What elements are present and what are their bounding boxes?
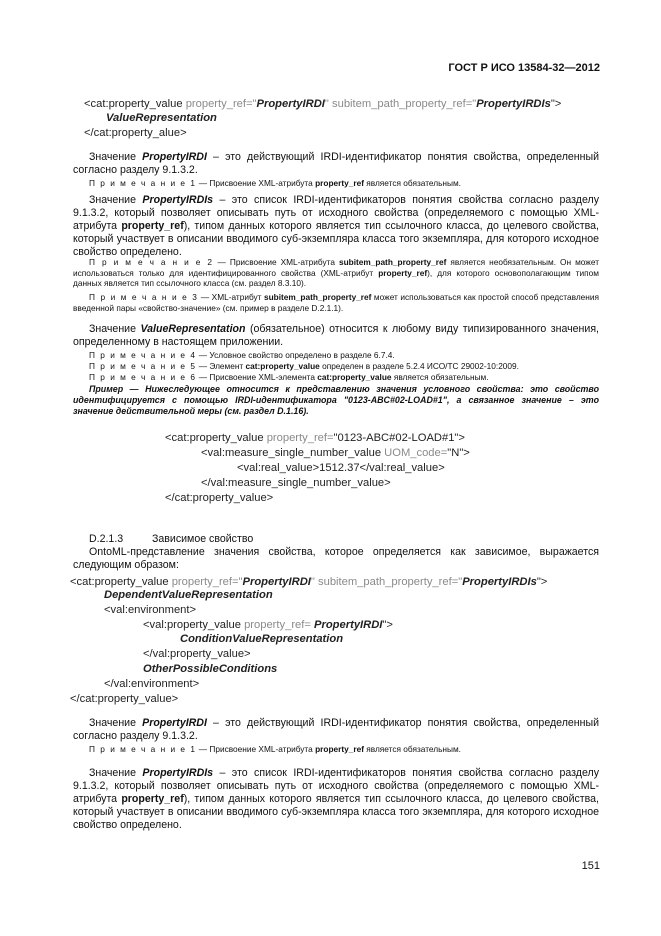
- paragraph: [73, 194, 599, 259]
- term: PropertyIRDIs: [142, 194, 214, 206]
- attr-name: property_ref: [121, 220, 184, 233]
- note-label: П р и м е ч а н и е 3: [89, 292, 199, 302]
- text: Значение: [89, 717, 143, 729]
- paragraph: OntoML-представление значения свойства, которое определяется как зависимое, выражается следующим образом:: [73, 546, 599, 572]
- text: – это действующий IRDI-идентификатор понятия свойства, определенный согласно разделу 9.1.3.2.: [73, 717, 599, 743]
- text: является обязательным.: [363, 744, 461, 754]
- term: PropertyIRDI: [142, 717, 207, 729]
- code-line: </cat:property_alue>: [84, 127, 187, 139]
- section-number: D.2.1.3: [89, 533, 124, 545]
- example: Пример — Нижеследующее относится к представлению значения условного свойства: это свойство идентифицируется с помощью IRDI-идентификатора "0123-ABC#02-LOAD#1", а связанное значение – это значение действительной меры (см. раздел D.1.16).: [73, 384, 599, 416]
- code-line: ConditionValueRepresentation: [180, 633, 344, 645]
- code-line: <val:real_value>1512.37</val:real_value>: [237, 462, 445, 474]
- code-line: OtherPossibleConditions: [143, 663, 278, 675]
- document-header: ГОСТ Р ИСО 13584-32—2012: [448, 62, 600, 74]
- text: ), типом данных которого является тип ссылочного класса, до целевого свойства, который участвует в описании вводимого суб-экземпляра класса того экземпляра, для которого исходное свойство определено.: [73, 793, 599, 832]
- code-attr: subitem_path_property_ref=": [318, 576, 463, 588]
- section-title: Зависимое свойство: [152, 533, 254, 545]
- text: определен в разделе 5.2.4 ИСО/ТС 29002-10:2009.: [319, 361, 519, 371]
- code-line: [201, 447, 470, 459]
- code-attr: subitem_path_property_ref=": [332, 98, 477, 110]
- code-value: PropertyIRDIs: [462, 576, 537, 588]
- code-tag: <cat:property_value: [84, 98, 186, 110]
- attr-name: subitem_path_property_ref: [263, 292, 372, 302]
- text: может использоваться как простой способ представления введенной пары «свойство-значение» (см. пример в разделе D.2.1.1).: [73, 292, 599, 313]
- text: является обязательным.: [363, 178, 461, 188]
- attr-name: property_ref: [315, 744, 364, 754]
- code-tag-end: ">: [536, 576, 548, 588]
- attr-name: cat:property_value: [245, 361, 320, 371]
- term: PropertyIRDI: [142, 151, 207, 163]
- code-tag: <val:measure_single_number_value: [201, 447, 385, 459]
- code-tag: <cat:property_value: [165, 432, 267, 444]
- code-line: [84, 98, 561, 110]
- code-line: [165, 432, 465, 444]
- text: – это список IRDI-идентификаторов понятия свойства согласно разделу 9.1.3.2, который позволяет описывать путь от исходного свойства (определяемого с помощью XML-атрибута: [73, 767, 599, 806]
- code-value: "N">: [447, 447, 470, 459]
- code-tag-end: ">: [550, 98, 562, 110]
- attr-name: subitem_path_property_ref: [338, 257, 447, 267]
- text: Значение: [89, 767, 143, 779]
- paragraph: [73, 151, 599, 177]
- paragraph: [73, 767, 599, 832]
- code-line: </cat:property_value>: [165, 492, 274, 504]
- note: [73, 744, 599, 755]
- code-value: "0123-ABC#02-LOAD#1">: [333, 432, 465, 444]
- text: — Присвоение XML-атрибута: [213, 257, 339, 267]
- text: ), для которого основополагающим типом данных является тип ссылочного класса (см. раздел 8.3.10).: [73, 267, 599, 289]
- text: (обязательное) относится к любому виду типизированного значения, определенному в настоящем приложении.: [73, 323, 599, 349]
- text: — Присвоение XML-атрибута: [196, 178, 316, 188]
- note: [73, 178, 599, 189]
- term: PropertyIRDIs: [142, 767, 214, 779]
- text: ), типом данных которого является тип ссылочного класса, до целевого свойства, который участвует в описании вводимого суб-экземпляра класса того экземпляра, для которого исходное свойство определено.: [73, 220, 599, 259]
- code-line: ValueRepresentation: [106, 112, 217, 124]
- code-quote: ": [324, 98, 332, 110]
- note: [73, 257, 599, 289]
- attr-name: property_ref: [315, 178, 364, 188]
- text: – это список IRDI-идентификаторов понятия свойства согласно разделу 9.1.3.2, который позволяет описывать путь от исходного свойства (определяемого с помощью XML-атрибута: [73, 194, 599, 233]
- code-line: </val:measure_single_number_value>: [201, 477, 391, 489]
- code-line: </val:property_value>: [143, 648, 251, 660]
- text: Значение: [89, 151, 143, 163]
- code-value: PropertyIRDIs: [476, 98, 551, 110]
- text: – это действующий IRDI-идентификатор понятия свойства, определенный согласно разделу 9.1.3.2.: [73, 151, 599, 177]
- term: ValueRepresentation: [140, 323, 246, 335]
- text: — Условное свойство определено в разделе 6.7.4.: [196, 350, 395, 360]
- code-attr: property_ref=": [185, 98, 257, 110]
- code-line: [70, 576, 547, 588]
- note: [73, 292, 599, 313]
- attr-name: cat:property_value: [317, 372, 392, 382]
- code-line: [143, 619, 393, 631]
- note-label: П р и м е ч а н и е 6: [89, 372, 197, 382]
- code-attr: property_ref=: [266, 432, 334, 444]
- code-value: PropertyIRDI: [242, 576, 311, 588]
- text: Значение: [89, 323, 141, 335]
- note-label: П р и м е ч а н и е 2: [89, 257, 214, 267]
- note: [73, 372, 599, 383]
- code-attr: property_ref=: [244, 619, 315, 631]
- code-line: </val:environment>: [104, 678, 200, 690]
- code-value: PropertyIRDI: [256, 98, 325, 110]
- code-attr: UOM_code=: [384, 447, 448, 459]
- paragraph: [73, 323, 599, 349]
- note-label: П р и м е ч а н и е 4: [89, 350, 197, 360]
- code-attr: property_ref=": [171, 576, 243, 588]
- page-number: 151: [581, 860, 600, 872]
- code-tag-end: ">: [382, 619, 393, 631]
- attr-name: property_ref: [121, 793, 184, 806]
- text: — Элемент: [196, 361, 246, 371]
- note: [73, 350, 599, 361]
- paragraph: [73, 717, 599, 743]
- note: [73, 361, 599, 372]
- note-label: П р и м е ч а н и е 5: [89, 361, 197, 371]
- code-tag: <val:property_value: [143, 619, 245, 631]
- text: Значение: [89, 194, 143, 206]
- text: — Присвоение XML-элемента: [196, 372, 318, 382]
- code-line: <val:environment>: [104, 604, 197, 616]
- text: является необязательным. Он может использоваться только для идентифицированного свойства (XML-атрибут: [73, 257, 599, 278]
- code-tag: <cat:property_value: [70, 576, 172, 588]
- text: — XML-атрибут: [198, 292, 264, 302]
- text: является обязательным.: [391, 372, 489, 382]
- attr-name: property_ref: [378, 267, 428, 278]
- code-quote: ": [310, 576, 318, 588]
- code-value: PropertyIRDI: [314, 619, 383, 631]
- note-label: П р и м е ч а н и е 1: [89, 744, 197, 754]
- note-label: П р и м е ч а н и е 1: [89, 178, 197, 188]
- code-line: </cat:property_value>: [70, 693, 179, 705]
- code-line: DependentValueRepresentation: [104, 589, 273, 601]
- text: — Присвоение XML-атрибута: [196, 744, 316, 754]
